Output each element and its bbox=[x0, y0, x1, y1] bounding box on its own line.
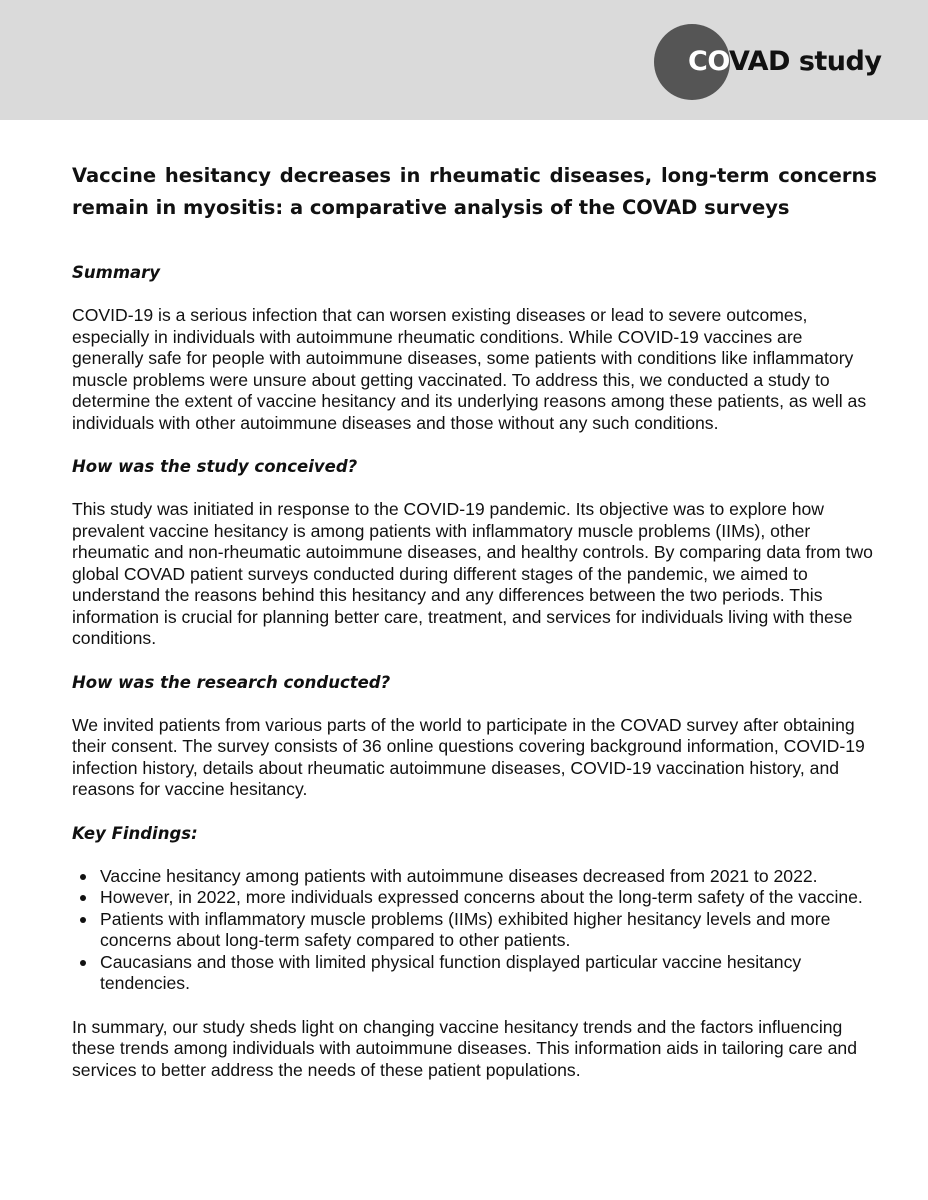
article-body bbox=[72, 160, 877, 1081]
conclusion-paragraph: In summary, our study sheds light on changing vaccine hesitancy trends and the factors influencing these trends among individuals with autoimmune diseases. This information aids in tailoring care and services to better address the needs of these patient populations. bbox=[72, 1016, 857, 1080]
finding-item: Patients with inflammatory muscle problems (IIMs) exhibited higher hesitancy levels and more concerns about long-term safety compared to other patients. bbox=[100, 909, 877, 952]
header-banner bbox=[0, 0, 928, 120]
summary-paragraph: COVID-19 is a serious infection that can worsen existing diseases or lead to severe outcomes, especially in individuals with autoimmune rheumatic conditions. While COVID-19 vaccines are generally safe for people with autoimmune diseases, some patients with conditions like inflammatory muscle problems were unsure about getting vaccinated. To address this, we conducted a study to determine the extent of vaccine hesitancy and its underlying reasons among these patients, as well as individuals with other autoimmune diseases and those without any such conditions. bbox=[72, 305, 867, 433]
conducted-paragraph: We invited patients from various parts of the world to participate in the COVAD survey after obtaining their consent. The survey consists of 36 online questions covering background information, COVID-19 infection history, details about rheumatic autoimmune diseases, COVID-19 vaccination history, and reasons for vaccine hesitancy. bbox=[72, 714, 865, 799]
finding-item: Vaccine hesitancy among patients with autoimmune diseases decreased from 2021 to 2022. bbox=[100, 866, 877, 888]
key-findings-list bbox=[72, 866, 877, 995]
logo bbox=[688, 42, 881, 82]
finding-item: Caucasians and those with limited physical function displayed particular vaccine hesitancy tendencies. bbox=[100, 952, 877, 995]
summary-heading: Summary bbox=[72, 263, 161, 282]
conceived-heading: How was the study conceived? bbox=[72, 457, 358, 476]
logo-suffix: VAD study bbox=[729, 46, 882, 77]
key-findings-heading: Key Findings: bbox=[72, 823, 198, 843]
logo-prefix: CO bbox=[688, 46, 730, 77]
conceived-paragraph: This study was initiated in response to the COVID-19 pandemic. Its objective was to explore how prevalent vaccine hesitancy is among patients with inflammatory muscle problems (IIMs), other rheumatic and non-rheumatic autoimmune diseases, and healthy controls. By comparing data from two global COVAD patient surveys conducted during different stages of the pandemic, we aimed to understand the reasons behind this hesitancy and any differences between the two periods. This information is crucial for planning better care, treatment, and services for individuals living with these conditions. bbox=[72, 499, 873, 648]
conducted-heading: How was the research conducted? bbox=[72, 672, 391, 692]
finding-item: However, in 2022, more individuals expressed concerns about the long-term safety of the vaccine. bbox=[100, 887, 877, 909]
article-title: Vaccine hesitancy decreases in rheumatic diseases, long-term concerns remain in myositis: a comparative analysis of the COVAD surveys bbox=[72, 164, 877, 219]
